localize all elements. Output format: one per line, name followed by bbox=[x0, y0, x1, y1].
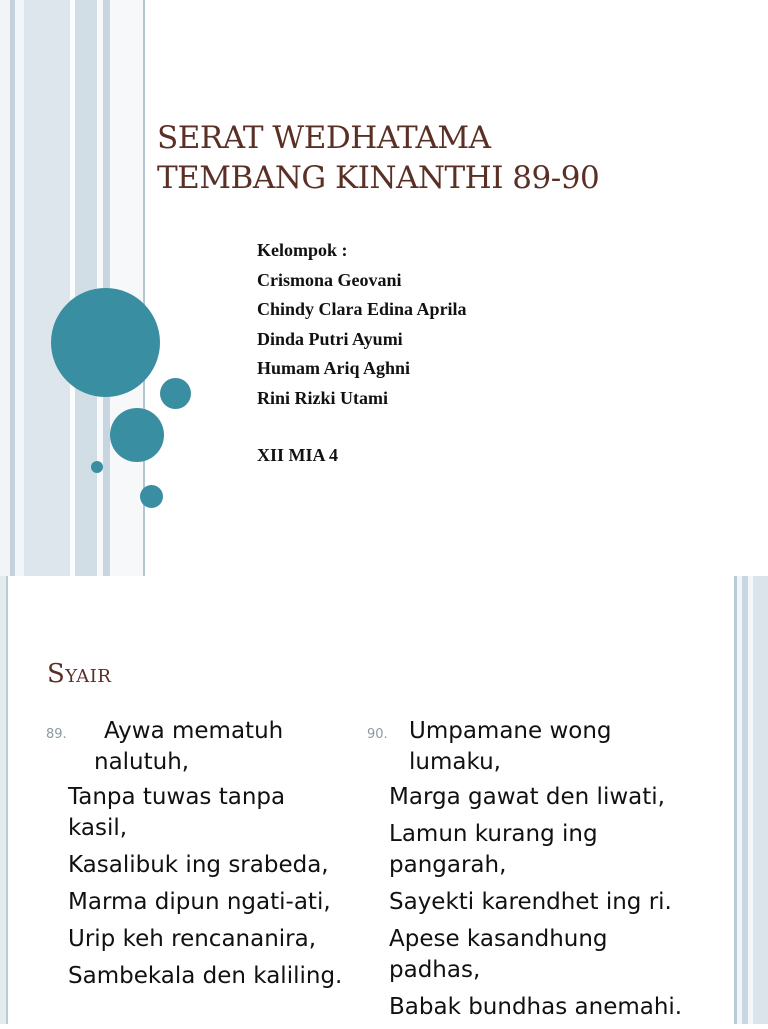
decor-circle-tiny bbox=[91, 461, 103, 473]
decor-strip bbox=[15, 0, 24, 576]
poem-line: Urip keh rencananira, bbox=[68, 926, 317, 952]
decor-strip bbox=[6, 576, 8, 1024]
decor-circle-small bbox=[140, 485, 163, 508]
stanza-number: 89. bbox=[46, 727, 67, 742]
stanza-lines bbox=[367, 716, 697, 1023]
poem-line: Sayekti karendhet ing ri. bbox=[389, 889, 672, 915]
decor-strip bbox=[24, 0, 70, 576]
decor-strip bbox=[753, 576, 768, 1024]
member-name: Crismona Geovani bbox=[257, 269, 402, 290]
member-name: Chindy Clara Edina Aprila bbox=[257, 299, 467, 319]
title-line-1: SERAT WEDHATAMA bbox=[157, 120, 491, 156]
decor-circle-large bbox=[51, 288, 160, 397]
stanza-lines bbox=[46, 716, 346, 992]
poem-line: Lamun kurang ing pangarah, bbox=[389, 821, 598, 878]
slide-title bbox=[157, 118, 599, 198]
poem-line: Apese kasandhung padhas, bbox=[389, 926, 608, 983]
member-name: Rini Rizki Utami bbox=[257, 387, 389, 408]
decor-strip bbox=[0, 0, 10, 576]
class-label: XII MIA 4 bbox=[257, 445, 339, 465]
stanza-number: 90. bbox=[367, 727, 388, 742]
member-list bbox=[257, 236, 467, 413]
stanza-90 bbox=[367, 716, 697, 1029]
group-label: Kelompok : bbox=[257, 240, 348, 260]
poem-line: Tanpa tuwas tanpa kasil, bbox=[68, 784, 286, 841]
decor-circle-medium bbox=[110, 408, 164, 462]
decor-circle-small bbox=[160, 378, 191, 409]
member-name: Humam Ariq Aghni bbox=[257, 358, 411, 378]
poem-line: Sambekala den kaliling. bbox=[68, 963, 343, 989]
poem-line: Aywa mematuh nalutuh, bbox=[94, 718, 284, 775]
poem-line: Marga gawat den liwati, bbox=[389, 784, 665, 810]
stanza-89 bbox=[46, 716, 346, 998]
poem-line: Kasalibuk ing srabeda, bbox=[68, 852, 329, 878]
member-name: Dinda Putri Ayumi bbox=[257, 328, 403, 349]
title-line-2: TEMBANG KINANTHI 89-90 bbox=[157, 160, 600, 196]
decor-strip bbox=[75, 0, 97, 576]
poem-line: Babak bundhas anemahi. bbox=[389, 994, 683, 1020]
poem-line: Umpamane wong lumaku, bbox=[409, 718, 612, 775]
section-heading: Syair bbox=[47, 659, 112, 689]
poem-line: Marma dipun ngati-ati, bbox=[68, 889, 331, 915]
